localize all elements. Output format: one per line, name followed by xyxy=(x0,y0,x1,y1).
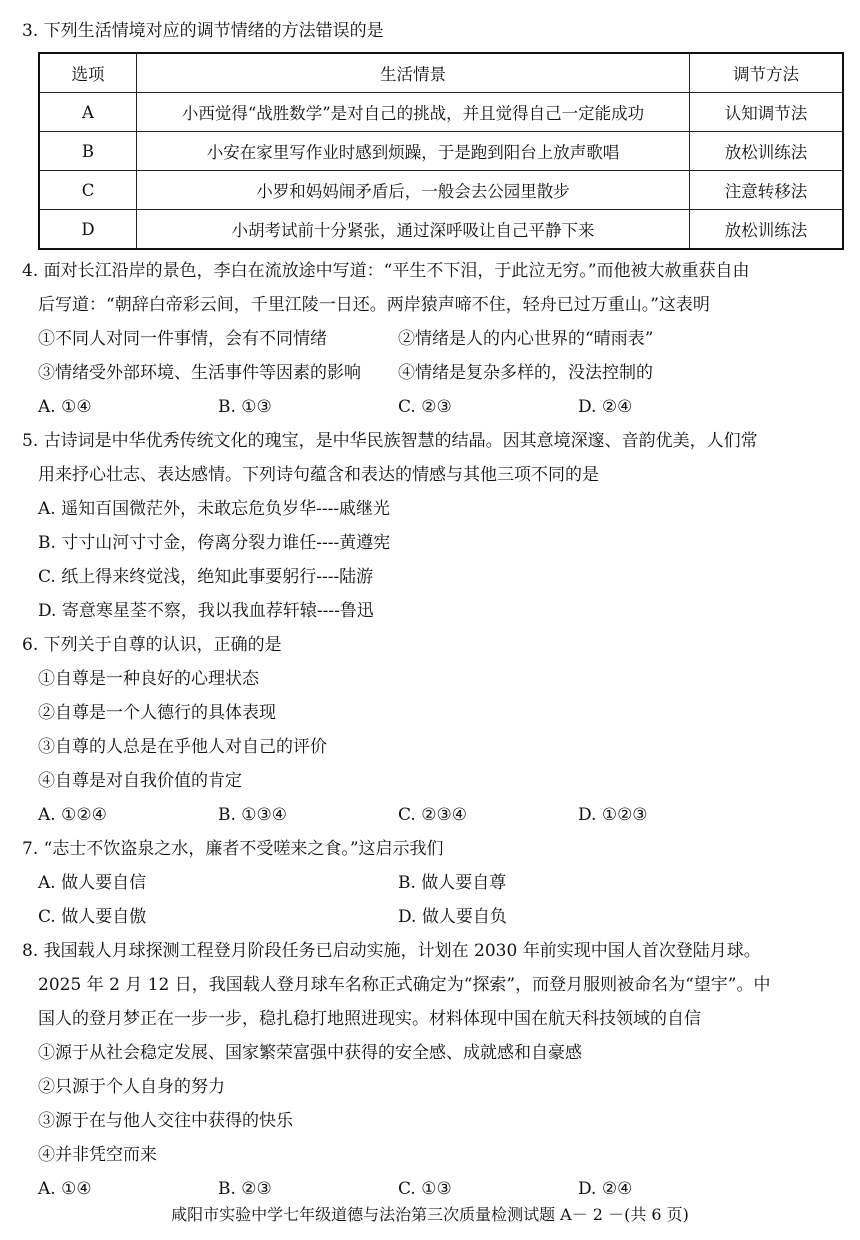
table-cell-method: 放松训练法 xyxy=(690,210,844,250)
table-header-scenario: 生活情景 xyxy=(137,53,690,93)
question-3-table xyxy=(38,52,844,250)
question-6-item-2: ②自尊是一个人德行的具体表现 xyxy=(38,703,276,723)
table-cell-method: 放松训练法 xyxy=(690,132,844,171)
question-6-item-3: ③自尊的人总是在乎他人对自己的评价 xyxy=(38,737,327,757)
table-cell-scenario: 小罗和妈妈闹矛盾后，一般会去公园里散步 xyxy=(137,171,690,210)
question-3-stem: 3. 下列生活情境对应的调节情绪的方法错误的是 xyxy=(22,21,384,41)
table-row xyxy=(39,171,843,210)
question-8-item-2: ②只源于个人自身的努力 xyxy=(38,1077,225,1097)
question-5-stem-line-1: 5. 古诗词是中华优秀传统文化的瑰宝，是中华民族智慧的结晶。因其意境深邃、音韵优美，人们常 xyxy=(22,431,758,451)
table-cell-option: C xyxy=(39,171,137,210)
table-cell-scenario: 小安在家里写作业时感到烦躁，于是跑到阳台上放声歌唱 xyxy=(137,132,690,171)
question-8-stem-line-1: 8. 我国载人月球探测工程登月阶段任务已启动实施，计划在 2030 年前实现中国人首次登陆月球。 xyxy=(22,941,761,961)
question-4-option-c: C. ②③ xyxy=(398,397,452,417)
table-cell-option: D xyxy=(39,210,137,250)
table-cell-scenario: 小西觉得“战胜数学”是对自己的挑战，并且觉得自己一定能成功 xyxy=(137,93,690,132)
table-header-method: 调节方法 xyxy=(690,53,844,93)
question-4-option-b: B. ①③ xyxy=(218,397,272,417)
question-7-option-b: B. 做人要自尊 xyxy=(398,873,507,893)
question-5-option-b: B. 寸寸山河寸寸金，侉离分裂力谁任----黄遵宪 xyxy=(38,533,391,553)
question-5-option-d: D. 寄意寒星荃不察，我以我血荐轩辕----鲁迅 xyxy=(38,601,374,621)
question-4-option-a: A. ①④ xyxy=(38,397,92,417)
question-4-item-4: ④情绪是复杂多样的，没法控制的 xyxy=(398,363,653,383)
table-cell-method: 注意转移法 xyxy=(690,171,844,210)
question-6-item-1: ①自尊是一种良好的心理状态 xyxy=(38,669,259,689)
question-8-item-4: ④并非凭空而来 xyxy=(38,1145,157,1165)
question-7-option-d: D. 做人要自负 xyxy=(398,907,507,927)
question-5-option-c: C. 纸上得来终觉浅，绝知此事要躬行----陆游 xyxy=(38,567,374,587)
question-6-option-b: B. ①③④ xyxy=(218,805,288,825)
question-5-stem-line-2: 用来抒心壮志、表达感情。下列诗句蕴含和表达的情感与其他三项不同的是 xyxy=(38,465,599,485)
question-4-item-3: ③情绪受外部环境、生活事件等因素的影响 xyxy=(38,363,361,383)
question-5-option-a: A. 遥知百国微茫外，未敢忘危负岁华----戚继光 xyxy=(38,499,391,519)
question-6-item-4: ④自尊是对自我价值的肯定 xyxy=(38,771,242,791)
question-4-stem-line-1: 4. 面对长江沿岸的景色，李白在流放途中写道：“平生不下泪，于此泣无穷。”而他被大赦重获自由 xyxy=(22,261,750,281)
question-6-option-d: D. ①②③ xyxy=(578,805,648,825)
question-6-option-c: C. ②③④ xyxy=(398,805,467,825)
page-footer: 咸阳市实验中学七年级道德与法治第三次质量检测试题 A－ 2 －(共 6 页) xyxy=(171,1205,689,1224)
question-4-option-d: D. ②④ xyxy=(578,397,633,417)
question-8-item-3: ③源于在与他人交往中获得的快乐 xyxy=(38,1111,293,1131)
question-7-stem: 7. “志士不饮盗泉之水，廉者不受嗟来之食。”这启示我们 xyxy=(22,839,444,859)
question-4-item-2: ②情绪是人的内心世界的“晴雨表” xyxy=(398,329,654,349)
table-row xyxy=(39,210,843,250)
question-8-option-d: D. ②④ xyxy=(578,1179,633,1199)
question-4-item-1: ①不同人对同一件事情，会有不同情绪 xyxy=(38,329,327,349)
table-row xyxy=(39,132,843,171)
question-8-option-b: B. ②③ xyxy=(218,1179,272,1199)
table-cell-method: 认知调节法 xyxy=(690,93,844,132)
question-7-option-c: C. 做人要自傲 xyxy=(38,907,147,927)
question-8-item-1: ①源于从社会稳定发展、国家繁荣富强中获得的安全感、成就感和自豪感 xyxy=(38,1043,582,1063)
question-8-option-a: A. ①④ xyxy=(38,1179,92,1199)
question-8-stem-line-2: 2025 年 2 月 12 日，我国载人登月球车名称正式确定为“探索”，而登月服则被命名为“望宇”。中 xyxy=(38,975,771,995)
table-cell-option: A xyxy=(39,93,137,132)
table-header-option: 选项 xyxy=(39,53,137,93)
question-6-stem: 6. 下列关于自尊的认识，正确的是 xyxy=(22,635,282,655)
table-header-row xyxy=(39,53,843,93)
question-8-option-c: C. ①③ xyxy=(398,1179,452,1199)
question-8-stem-line-3: 国人的登月梦正在一步一步，稳扎稳打地照进现实。材料体现中国在航天科技领域的自信 xyxy=(38,1009,701,1029)
question-6-option-a: A. ①②④ xyxy=(38,805,107,825)
table-cell-scenario: 小胡考试前十分紧张，通过深呼吸让自己平静下来 xyxy=(137,210,690,250)
table-cell-option: B xyxy=(39,132,137,171)
question-7-option-a: A. 做人要自信 xyxy=(38,873,147,893)
question-4-stem-line-2: 后写道：“朝辞白帝彩云间，千里江陵一日还。两岸猿声啼不住，轻舟已过万重山。”这表明 xyxy=(38,295,710,315)
table-row xyxy=(39,93,843,132)
